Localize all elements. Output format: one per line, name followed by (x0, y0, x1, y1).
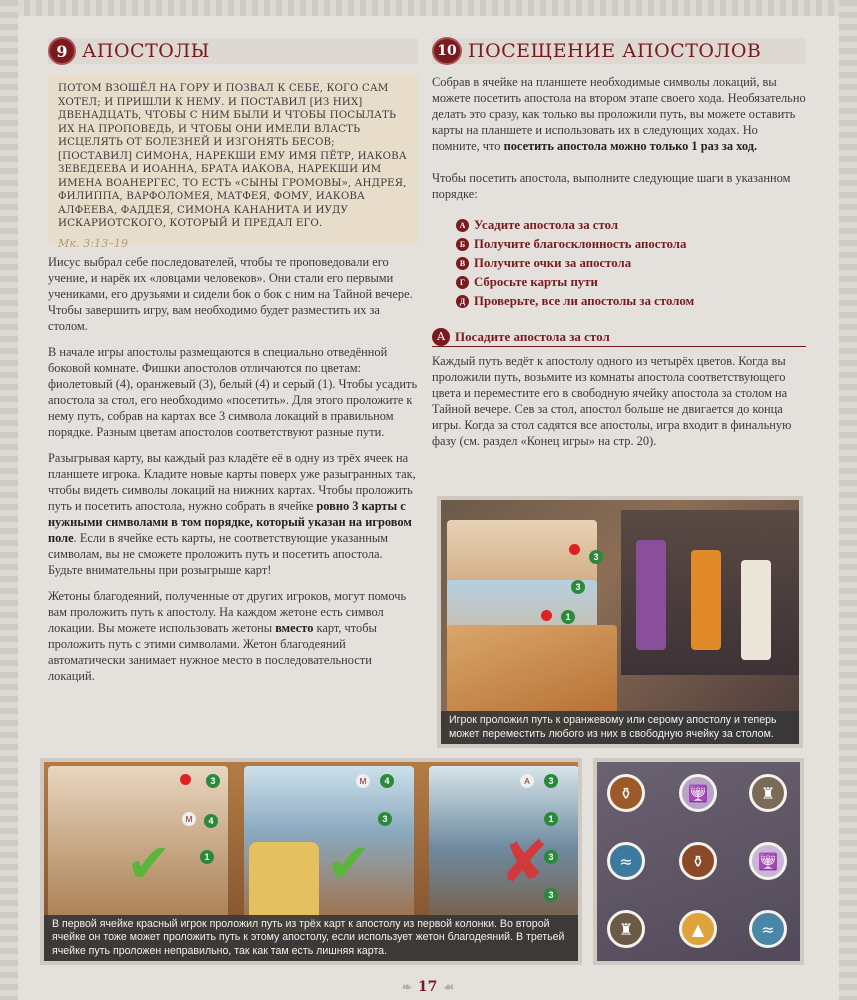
section-10-header (432, 38, 806, 64)
apostles-paragraph-2: В начале игры апостолы размещаются в специально отведённой боковой комнате. Фишки апостолов отличаются по цветам: фиолетовый (4), оранжевый (3), белый (4) и серый (1). Чтобы усадить апостола за стол, его необходимо «посетить». Для этого проложите к нему путь, собрав на картах все 3 символа локаций в правильном порядке. Разным цветам апостолов соответствуют разные пути. (48, 345, 418, 439)
subsection-a-header (432, 327, 806, 347)
checkmark-icon: ✔ (126, 832, 172, 895)
step-item (456, 216, 806, 235)
lake-token-icon: ≈ (607, 842, 645, 880)
step-item (456, 254, 806, 273)
quote-text: ПОТОМ ВЗОШЁЛ НА ГОРУ И ПОЗВАЛ К СЕБЕ, КОГО САМ ХОТЕЛ; И ПРИШЛИ К НЕМУ. И ПОСТАВИЛ [ИЗ НИХ] ДВЕНАДЦАТЬ, ЧТОБЫ С НИМ БЫЛИ И ЧТОБЫ ПОСЫЛАТЬ ИХ НА ПРОПОВЕДЬ, И ЧТОБЫ ОНИ ИМЕЛИ ВЛАСТЬ ИСЦЕЛЯТЬ ОТ БОЛЕЗНЕЙ И ИЗГОНЯТЬ БЕСОВ; [ПОСТАВИЛ] СИМОНА, НАРЕКШИ ЕМУ ИМЯ ПЁТР, ИАКОВА ЗЕВЕДЕЕВА И ИОАННА, БРАТА ИАКОВА, НАРЕКШИ ИМ ИМЕНА ВОАНЕРГЕС, ТО ЕСТЬ «СЫНЫ ГРОМОВЫ», АНДРЕЯ, ФИЛИППА, ВАРФОЛОМЕЯ, МАТФЕЯ, ФОМУ, ИАКОВА АЛФЕЕВА, ФАДДЕЯ, СИМОНА КАНАНИТА И ИУДУ ИСКАРИОТСКОГО, КОТОРЫЙ И ПРЕДАЛ ЕГО. (58, 82, 407, 229)
step-label: Получите благосклонность апостола (474, 237, 687, 251)
page-border-top (0, 0, 857, 16)
menorah-token-icon: 🕎 (679, 774, 717, 812)
visiting-paragraph-2: Чтобы посетить апостола, выполните следующие шаги в указанном порядке: (432, 171, 791, 201)
p4-text-a: Жетоны благодеяний, полученные от других игроков, могут помочь вам проложить путь к апостолу. На каждом жетоне есть символ локации. Вы можете использовать жетоны (48, 589, 407, 635)
subsection-a-badge: А (432, 328, 450, 346)
purple-apostle-piece (636, 540, 666, 650)
step-letter-badge: А (456, 219, 469, 232)
board-photo-apostle-room (437, 496, 803, 748)
p4-text-c: карт, чтобы проложить путь с этими символами. Жетон благодеяний автоматически занимает нужное место в последовательности локаций. (48, 621, 377, 683)
lake-token-icon: ≈ (749, 910, 787, 948)
p4-text-bold: вместо (275, 621, 314, 635)
card-letter-badge: М (182, 812, 196, 826)
v-p1-text-bold: посетить апостола можно только 1 раз за ход. (503, 139, 758, 153)
red-marker (180, 774, 191, 785)
step-letter-badge: В (456, 257, 469, 270)
step-letter-badge: Б (456, 238, 469, 251)
section-9-title: АПОСТОЛЫ (82, 40, 210, 62)
card-letter-badge: М (356, 774, 370, 788)
step-item (456, 273, 806, 292)
steps-list (456, 216, 806, 311)
section-10-title: ПОСЕЩЕНИЕ АПОСТОЛОВ (468, 40, 762, 62)
step-label: Получите очки за апостола (474, 256, 632, 270)
apostles-paragraph-1: Иисус выбрал себе последователей, чтобы те проповедовали его учение, и нарёк их «ловцами человеков». Они стали его первыми учениками, его друзьями и сидели бок о бок с ним на Тайной вечере. Чтобы завершить игру, вам необходимо будет разместить их за столом. (48, 255, 413, 333)
card-number-badge: 4 (204, 814, 218, 828)
good-deed-tokens-photo (593, 758, 804, 965)
scripture-quote (48, 74, 418, 250)
v-p1-text-a: Собрав в ячейке на планшете необходимые символы локаций, вы можете посетить апостола на втором этапе своего хода. Необязательно делать это сразу, как только вы проложили путь, вы можете оставить карты на планшете и использовать их в следующих ходах. Но помните, что (432, 75, 806, 153)
photo-caption-bottom-left: В первой ячейке красный игрок проложил путь из трёх карт к апостолу из первой колонки. Во второй ячейке он тоже может проложить путь к этому апостолу, если использует жетон благодеяний. В третьей ячейке путь проложен неправильно, так как там есть лишняя карта. (44, 915, 578, 962)
desert-token-icon: ▲ (679, 910, 717, 948)
card-letter-badge: А (520, 774, 534, 788)
card-number-badge: 3 (544, 888, 558, 902)
step-item (456, 235, 806, 254)
p3-text-a: Разыгрывая карту, вы каждый раз кладёте её в одну из трёх ячеек на планшете игрока. Кладите новые карты поверх уже разыгранных так, чтобы видеть символы локаций на нижних картах. Чтобы проложить путь и посетить апостола, нужно собрать в ячейке (48, 451, 416, 513)
menorah-token-icon: 🕎 (749, 842, 787, 880)
card-number-badge: 1 (561, 610, 575, 624)
page-border-right (839, 0, 857, 1000)
step-letter-badge: Г (456, 276, 469, 289)
page-number-value: 17 (417, 979, 438, 995)
amphora-token-icon: ⚱ (679, 842, 717, 880)
visiting-paragraph-1 (432, 74, 806, 154)
ornament-left-icon: ❧ (401, 980, 412, 994)
card-number-badge: 3 (206, 774, 220, 788)
p3-text-c: . Если в ячейке есть карты, не соответствующие указанным символам, вы не сможете проложить путь и посетить апостола. Будьте внимательны при розыгрыше карт! (48, 531, 389, 577)
section-visiting-apostles (432, 38, 806, 449)
step-item (456, 292, 806, 311)
orange-apostle-piece (691, 550, 721, 650)
subsection-a-text: Каждый путь ведёт к апостолу одного из четырёх цветов. Когда вы проложили путь, возьмите из комнаты апостола соответствующего цвета и переместите его в свободную ячейку апостола за столом на Тайной вечере. Сев за стол, апостол больше не двигается до конца игры. Когда за стол садятся все апостолы, игра входит в финальную фазу (см. раздел «Конец игры» на стр. 20). (432, 354, 792, 448)
tower-token-icon: ♜ (749, 774, 787, 812)
section-apostles (48, 38, 418, 684)
quote-reference: Мк. 3:13–19 (58, 236, 129, 250)
cross-icon: ✘ (500, 828, 549, 896)
amphora-token-icon: ⚱ (607, 774, 645, 812)
step-label: Проверьте, все ли апостолы за столом (474, 294, 695, 308)
tower-token-icon: ♜ (607, 910, 645, 948)
card-number-badge: 3 (378, 812, 392, 826)
card-number-badge: 3 (571, 580, 585, 594)
apostles-paragraph-4 (48, 588, 418, 684)
card-number-badge: 3 (589, 550, 603, 564)
card-number-badge: 3 (544, 850, 558, 864)
apostles-paragraph-3 (48, 450, 418, 578)
card-number-badge: 3 (544, 774, 558, 788)
page-number (380, 976, 476, 998)
step-letter-badge: Д (456, 295, 469, 308)
step-label: Сбросьте карты пути (474, 275, 598, 289)
section-10-number: 10 (432, 37, 462, 65)
red-marker (569, 544, 580, 555)
card-number-badge: 4 (380, 774, 394, 788)
white-apostle-piece (741, 560, 771, 660)
red-marker (541, 610, 552, 621)
card-number-badge: 1 (544, 812, 558, 826)
subsection-a-title: Посадите апостола за стол (455, 328, 610, 344)
checkmark-icon: ✔ (326, 832, 372, 895)
p3-text-bold: ровно 3 карты с нужными символами в том порядке, который указан на игровом поле (48, 499, 412, 545)
photo-caption-top-right: Игрок проложил путь к оранжевому или серому апостолу и теперь может переместить любого из них в свободную ячейку за столом. (441, 711, 799, 744)
section-9-number: 9 (48, 37, 76, 65)
ornament-right-icon: ☙ (443, 980, 455, 994)
step-label: Усадите апостола за стол (474, 218, 619, 232)
player-board-photo (40, 758, 582, 965)
card-number-badge: 1 (200, 850, 214, 864)
section-9-header (48, 38, 418, 64)
page-border-left (0, 0, 18, 1000)
